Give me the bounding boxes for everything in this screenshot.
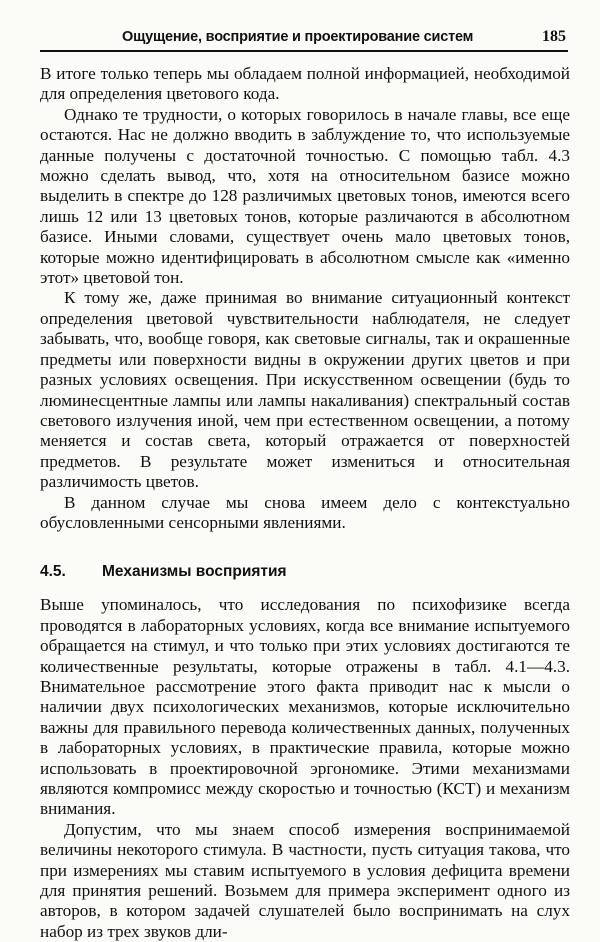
paragraph: В данном случае мы снова имеем дело с контекстуально обусловленными сенсорными явлениями.	[40, 492, 570, 532]
section-heading	[40, 563, 570, 581]
paragraph: К тому же, даже принимая во внимание ситуационный контекст определения цветовой чувствительности наблюдателя, не следует забывать, что, вообще говоря, как световые сигналы, так и окрашенные предметы или поверхности видны в окружении других цветов и при разных условиях освещения. При искусственном освещении (будь то люминесцентные лампы или лампы накаливания) спектральный состав светового излучения иной, чем при естественном освещении, а потому меняется и состав света, который отражается от поверхностей предметов. В результате может измениться и относительная различимость цветов.	[40, 288, 570, 492]
running-title: Ощущение, восприятие и проектирование систем	[122, 29, 474, 45]
page-number: 185	[542, 28, 566, 45]
page-header	[40, 28, 568, 52]
paragraph: Однако те трудности, о которых говорилось в начале главы, все еще остаются. Нас не должно вводить в заблуждение то, что используемые данные получены с достаточной точностью. С помощью табл. 4.3 можно сделать вывод, что, хотя на относительном базисе можно выделить в спектре до 128 различимых цветовых тонов, имеются всего лишь 12 или 13 цветовых тонов, которые различаются в абсолютном базисе. Иными словами, существует очень мало цветовых тонов, которые можно идентифицировать в абсолютном смысле как «именно этот» цветовой тон.	[40, 104, 570, 288]
paragraph: Выше упоминалось, что исследования по психофизике всегда проводятся в лабораторных условиях, когда все внимание испытуемого обращается на стимул, и что только при этих условиях достигаются те количественные результаты, которые отражены в табл. 4.1—4.3. Внимательное рассмотрение этого факта приводит нас к мысли о наличии двух психологических механизмов, которые исключительно важны для правильного перевода количественных данных, полученных в лабораторных условиях, в практические правила, которые можно использовать в проектировочной эргономике. Этими механизмами являются компромисс между скоростью и точностью (КСТ) и механизм внимания.	[40, 595, 570, 819]
paragraph: В итоге только теперь мы обладаем полной информацией, необходимой для определения цветового кода.	[40, 64, 570, 104]
section-title: Механизмы восприятия	[102, 563, 287, 581]
page-body	[40, 64, 570, 942]
section-number: 4.5.	[40, 563, 66, 581]
paragraph: Допустим, что мы знаем способ измерения воспринимаемой величины некоторого стимула. В частности, пусть ситуация такова, что при измерениях мы ставим испытуемого в условия дефицита времени для принятия решений. Возьмем для примера эксперимент одного из авторов, в котором задачей слушателей было воспринимать на слух набор из трех звуков дли-	[40, 819, 570, 941]
